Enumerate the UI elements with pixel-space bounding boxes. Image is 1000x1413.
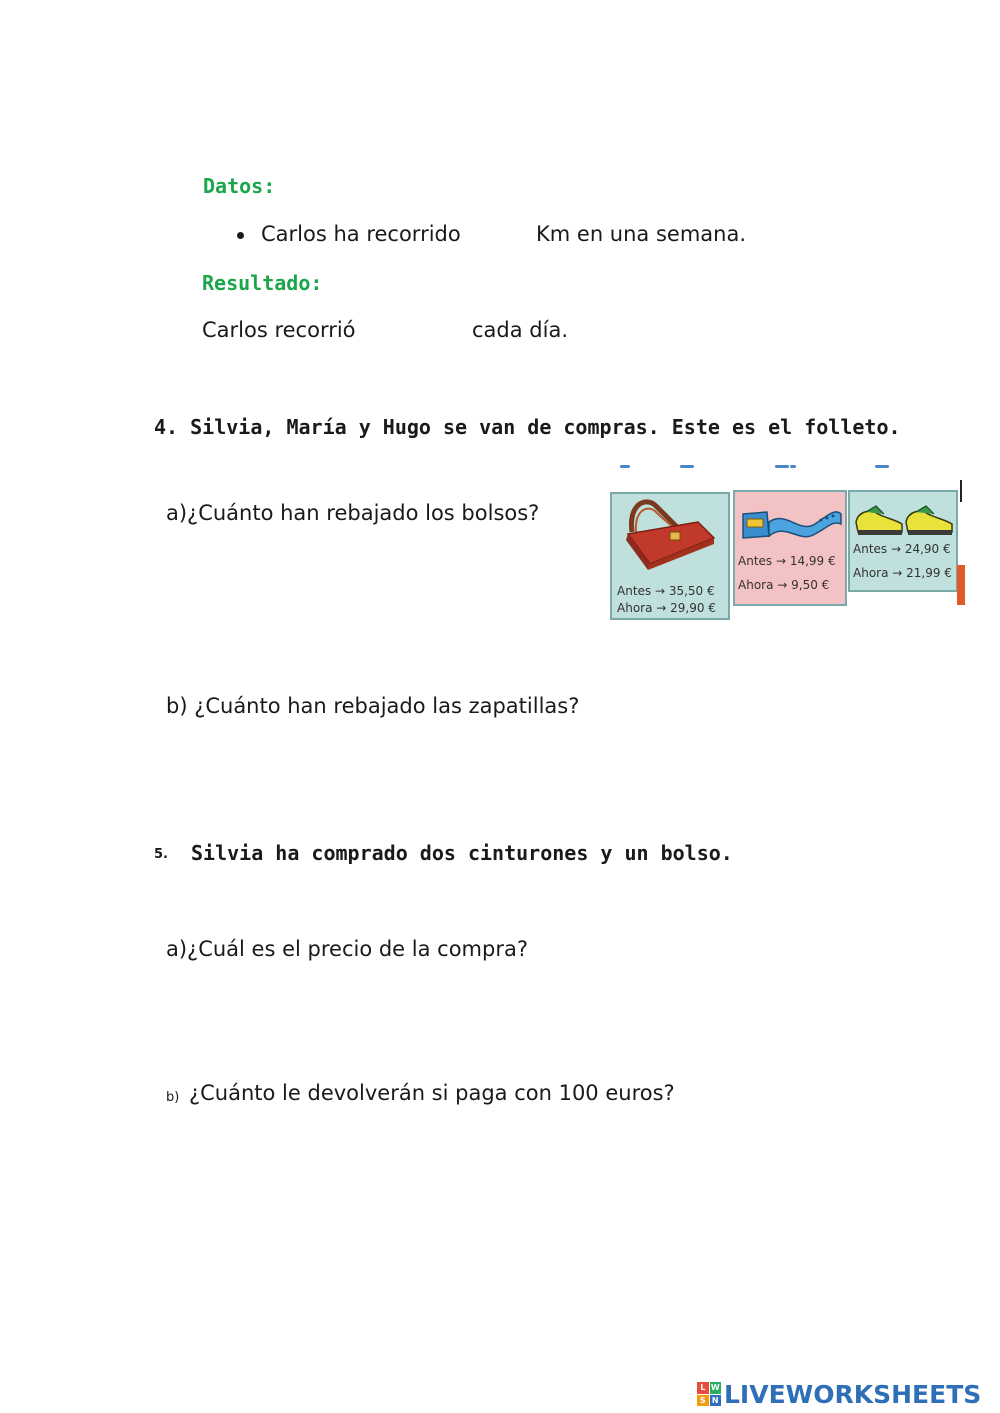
- answer-daily-field[interactable]: [370, 316, 468, 346]
- section5-number: 5.: [154, 847, 168, 862]
- section5-title: Silvia ha comprado dos cinturones y un bolso.: [191, 841, 733, 865]
- bag-price-now: Ahora → 29,90 €: [617, 601, 716, 615]
- answer-5a-area[interactable]: [166, 975, 766, 1065]
- datos-label: Datos:: [203, 174, 276, 198]
- question-4a: a)¿Cuánto han rebajado los bolsos?: [166, 501, 540, 525]
- liveworksheets-logo: [697, 1378, 981, 1410]
- question-4b: b) ¿Cuánto han rebajado las zapatillas?: [166, 694, 580, 718]
- answer-km-field[interactable]: [476, 220, 532, 250]
- question-5a: a)¿Cuál es el precio de la compra?: [166, 937, 528, 961]
- belt-card: [733, 490, 847, 606]
- bullet-text-before: Carlos ha recorrido: [261, 222, 461, 246]
- logo-mark-icon: L W S N: [697, 1382, 721, 1406]
- bullet-dot: [237, 232, 244, 239]
- bullet-text-after: Km en una semana.: [536, 222, 747, 246]
- belt-icon: [737, 494, 847, 554]
- bag-price-before: Antes → 35,50 €: [617, 584, 715, 598]
- question-5b: ¿Cuánto le devolverán si paga con 100 euros?: [189, 1081, 675, 1105]
- sneakers-icon: [852, 492, 958, 542]
- shoes-price-now: Ahora → 21,99 €: [853, 566, 952, 580]
- answer-4a-area[interactable]: [166, 540, 566, 640]
- question-5b-prefix: b): [166, 1090, 180, 1105]
- result-text-before: Carlos recorrió: [202, 318, 356, 342]
- shoes-card: [848, 490, 958, 592]
- belt-price-before: Antes → 14,99 €: [738, 554, 836, 568]
- bag-icon: [614, 494, 730, 574]
- flyer-edge-fragment: [957, 565, 965, 605]
- answer-5b-area[interactable]: [166, 1120, 766, 1240]
- belt-price-now: Ahora → 9,50 €: [738, 578, 830, 592]
- section4-title: 4. Silvia, María y Hugo se van de compras. Este es el folleto.: [154, 415, 901, 439]
- flyer-top-edge: [620, 465, 920, 469]
- flyer-image: [605, 465, 965, 625]
- bag-card: [610, 492, 730, 620]
- answer-4b-area[interactable]: [166, 735, 766, 815]
- result-text-after: cada día.: [472, 318, 568, 342]
- bullet-item: [237, 222, 258, 246]
- resultado-label: Resultado:: [202, 271, 323, 295]
- shoes-price-before: Antes → 24,90 €: [853, 542, 951, 556]
- logo-text: LIVEWORKSHEETS: [724, 1379, 982, 1409]
- flyer-edge-line: [960, 480, 962, 502]
